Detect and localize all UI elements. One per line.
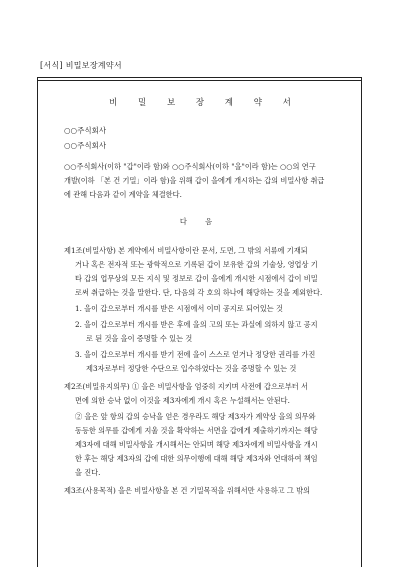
party-first: ○○주식회사 bbox=[64, 126, 107, 135]
article1-line-3: 타 갑의 업무상의 모든 지식 및 정보로 갑이 을에게 개시한 시점에서 갑이 비밀 bbox=[75, 274, 318, 283]
article1-line-1: 제1조(비밀사항) 본 계약에서 비밀사항이란 문서, 도면, 그 밖의 서류에 기재되 bbox=[64, 246, 308, 255]
article1-item-3: 3. 을이 갑으로부터 개시를 받기 전에 을이 스스로 얻거나 정당한 권리를 가진 bbox=[75, 350, 316, 359]
article1-line-4: 로써 취급하는 것을 말한다. 단, 다음의 각 호의 하나에 해당하는 것을 제외한다. bbox=[75, 288, 323, 297]
preamble-line-3: 에 관해 다음과 같이 계약을 체결한다. bbox=[64, 190, 182, 199]
article2-line-1: 제2조(비밀유지의무) ① 을은 비밀사항을 엄중히 지키며 사전에 갑으로부터 서 bbox=[64, 382, 308, 391]
form-label: [서식] 비밀보장계약서 bbox=[40, 61, 122, 70]
article2-line-5: 제3자에 대해 비밀사항을 개시해서는 안되며 해당 제3자에게 비밀사항을 개시 bbox=[75, 440, 318, 449]
article2-line-2: 면에 의한 승낙 없이 이것을 제3자에게 개시 혹은 누설해서는 안된다. bbox=[75, 396, 290, 405]
article2-line-4: 동등한 의무를 갑에게 지울 것을 확약하는 서면을 갑에게 제출하기까지는 해당 bbox=[75, 426, 318, 435]
preamble-line-1: ○○주식회사(이하 "갑"이라 함)와 ○○주식회사(이하 "을"이라 함)는 ○○의 연구 bbox=[64, 162, 316, 171]
subtitle-daeum: 다 음 bbox=[179, 217, 221, 226]
article2-line-6: 한 후는 해당 제3자의 갑에 대한 의무이행에 대해 해당 제3자와 연대하여 책임 bbox=[75, 454, 318, 463]
article1-line-2: 거나 혹은 전자적 또는 광학적으로 기록된 갑이 보유한 갑의 기술상, 영업상 기 bbox=[75, 260, 318, 269]
top-double-rule bbox=[37, 80, 362, 81]
article3-line-1: 제3조(사용목적) 을은 비밀사항을 본 건 기밀목적을 위해서만 사용하고 그 밖의 bbox=[64, 486, 310, 495]
article1-item-2: 2. 을이 갑으로부터 개시를 받은 후에 을의 고의 또는 과실에 의하지 않고 공지 bbox=[75, 320, 318, 329]
article1-item-2-cont: 로 된 것을 을이 증명할 수 있는 것 bbox=[86, 334, 193, 343]
preamble-line-2: 개발(이하 「본 건 기밀」이라 함)을 위해 갑이 을에게 개시하는 갑의 비밀사항 취급 bbox=[64, 176, 325, 185]
article1-item-1: 1. 을이 갑으로부터 개시를 받은 시점에서 이미 공지로 되어있는 것 bbox=[75, 304, 283, 313]
document-title: 비 밀 보 장 계 약 서 bbox=[109, 98, 300, 108]
party-second: ○○주식회사 bbox=[64, 141, 107, 150]
article2-line-7: 을 진다. bbox=[75, 468, 101, 477]
article1-item-3-cont: 제3자로부터 정당한 수단으로 입수하였다는 것을 증명할 수 있는 것 bbox=[86, 364, 297, 373]
article2-line-3: ② 을은 앞 항의 갑의 승낙을 얻은 경우라도 해당 제3자가 계약상 을의 의무와 bbox=[75, 412, 316, 421]
